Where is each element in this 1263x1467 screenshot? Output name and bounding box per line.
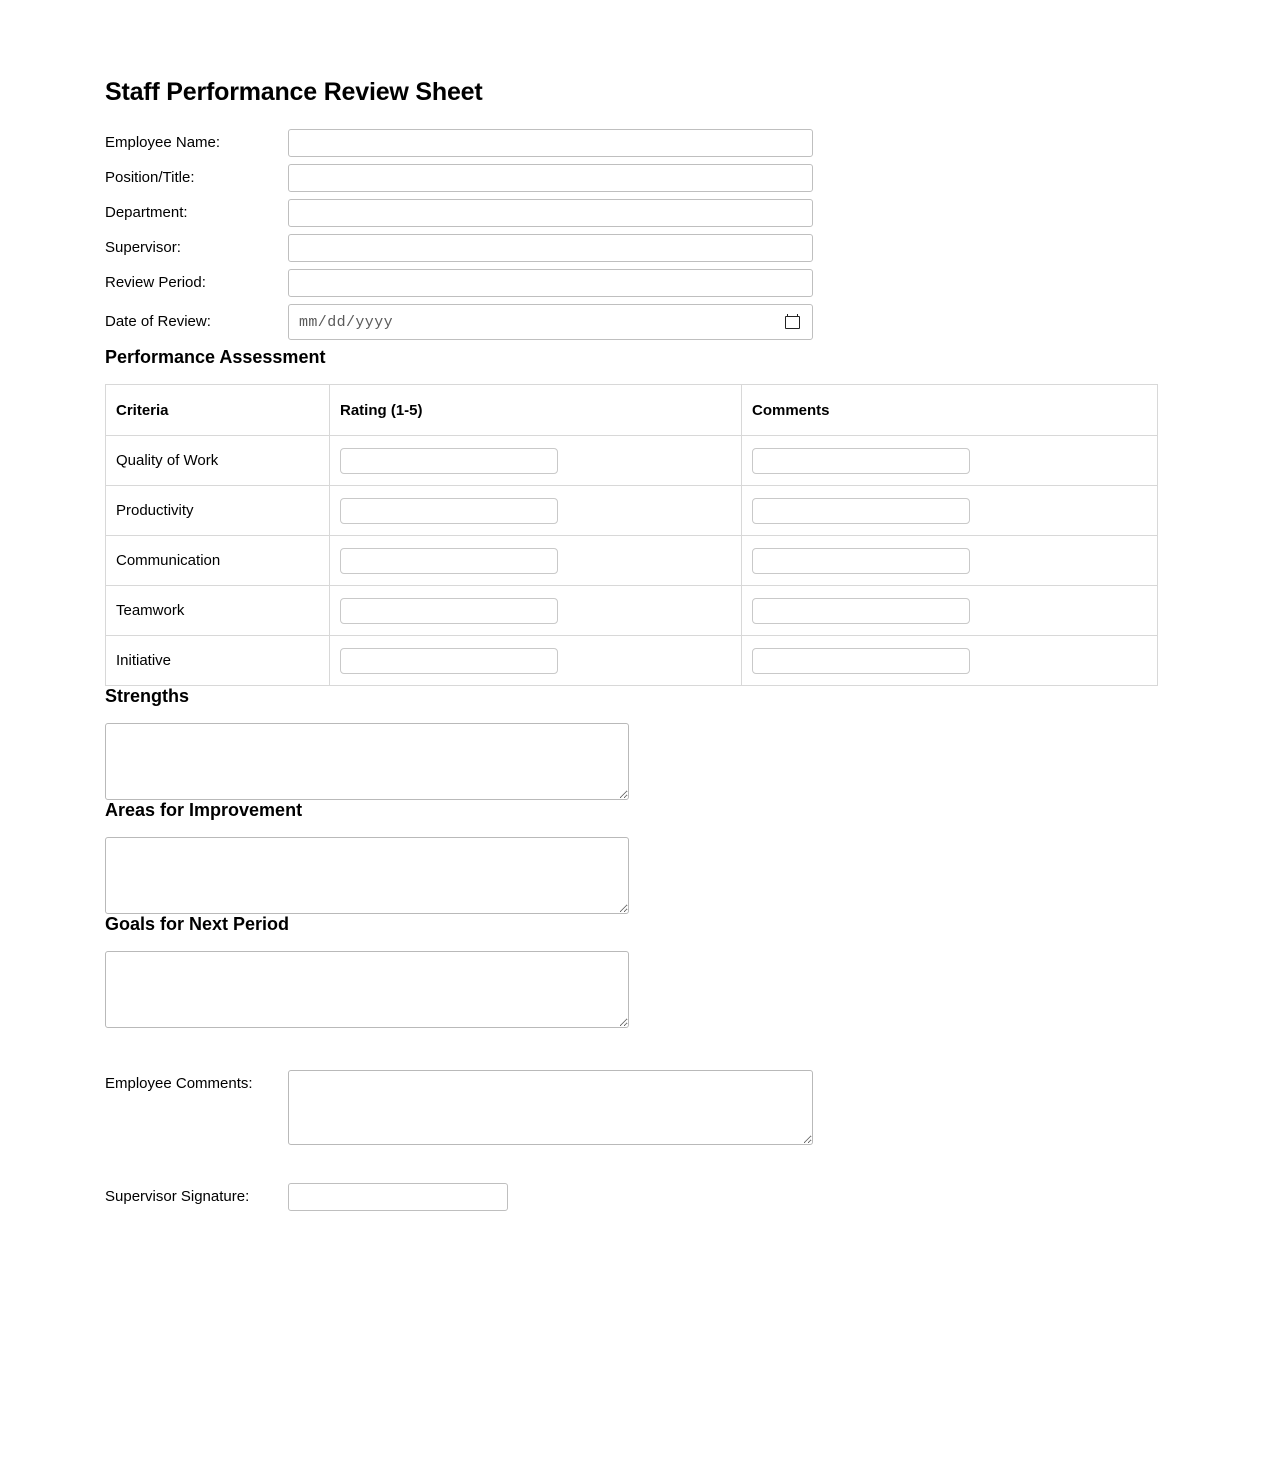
employee-info-group	[105, 129, 1263, 340]
employee-comments-textarea[interactable]	[288, 1070, 813, 1145]
supervisor-input[interactable]	[288, 234, 813, 262]
label-supervisor-signature: Supervisor Signature:	[105, 1188, 250, 1205]
comments-input-quality-of-work[interactable]	[752, 448, 970, 474]
field-row-employee-name	[105, 129, 1263, 157]
comments-input-teamwork[interactable]	[752, 598, 970, 624]
field-row-position-title	[105, 164, 1263, 192]
label-employee-name: Employee Name:	[105, 134, 221, 151]
rating-input-productivity[interactable]	[340, 498, 558, 524]
rating-input-quality-of-work[interactable]	[340, 448, 558, 474]
calendar-icon[interactable]	[785, 314, 802, 330]
table-row	[106, 586, 1158, 636]
strengths-textarea[interactable]	[105, 723, 629, 800]
field-row-review-period	[105, 269, 1263, 297]
table-row	[106, 536, 1158, 586]
label-employee-comments: Employee Comments:	[105, 1075, 253, 1092]
comments-input-productivity[interactable]	[752, 498, 970, 524]
rating-cell	[330, 636, 742, 686]
date-of-review-input[interactable]	[288, 304, 813, 340]
field-row-date-of-review	[105, 304, 1263, 340]
rating-cell	[330, 486, 742, 536]
table-row	[106, 636, 1158, 686]
criteria-label: Communication	[106, 536, 330, 586]
field-row-supervisor-signature	[105, 1183, 1263, 1211]
areas-for-improvement-textarea[interactable]	[105, 837, 629, 914]
label-department: Department:	[105, 204, 188, 221]
rating-input-communication[interactable]	[340, 548, 558, 574]
column-header-rating: Rating (1-5)	[330, 385, 742, 436]
goals-for-next-period-textarea[interactable]	[105, 951, 629, 1028]
comments-input-initiative[interactable]	[752, 648, 970, 674]
strengths-heading: Strengths	[105, 686, 190, 706]
criteria-label: Productivity	[106, 486, 330, 536]
supervisor-signature-input[interactable]	[288, 1183, 508, 1211]
rating-cell	[330, 436, 742, 486]
review-period-input[interactable]	[288, 269, 813, 297]
label-supervisor: Supervisor:	[105, 239, 181, 256]
comments-cell	[742, 586, 1158, 636]
page-title: Staff Performance Review Sheet	[105, 78, 483, 106]
performance-assessment-table	[105, 384, 1158, 686]
column-header-comments: Comments	[742, 385, 1158, 436]
employee-name-input[interactable]	[288, 129, 813, 157]
criteria-label: Teamwork	[106, 586, 330, 636]
label-review-period: Review Period:	[105, 274, 206, 291]
label-date-of-review: Date of Review:	[105, 313, 211, 330]
comments-cell	[742, 636, 1158, 686]
table-row	[106, 486, 1158, 536]
goals-for-next-period-heading: Goals for Next Period	[105, 914, 290, 934]
label-position-title: Position/Title:	[105, 169, 195, 186]
comments-cell	[742, 436, 1158, 486]
rating-input-initiative[interactable]	[340, 648, 558, 674]
rating-cell	[330, 586, 742, 636]
table-row	[106, 436, 1158, 486]
date-placeholder-text: mm/dd/yyyy	[299, 313, 394, 331]
criteria-label: Initiative	[106, 636, 330, 686]
field-row-supervisor	[105, 234, 1263, 262]
comments-input-communication[interactable]	[752, 548, 970, 574]
field-row-employee-comments	[105, 1070, 1263, 1145]
position-title-input[interactable]	[288, 164, 813, 192]
criteria-label: Quality of Work	[106, 436, 330, 486]
field-row-department	[105, 199, 1263, 227]
assessment-heading: Performance Assessment	[105, 347, 326, 367]
rating-input-teamwork[interactable]	[340, 598, 558, 624]
comments-cell	[742, 536, 1158, 586]
table-header-row	[106, 385, 1158, 436]
areas-for-improvement-heading: Areas for Improvement	[105, 800, 303, 820]
comments-cell	[742, 486, 1158, 536]
column-header-criteria: Criteria	[106, 385, 330, 436]
rating-cell	[330, 536, 742, 586]
department-input[interactable]	[288, 199, 813, 227]
